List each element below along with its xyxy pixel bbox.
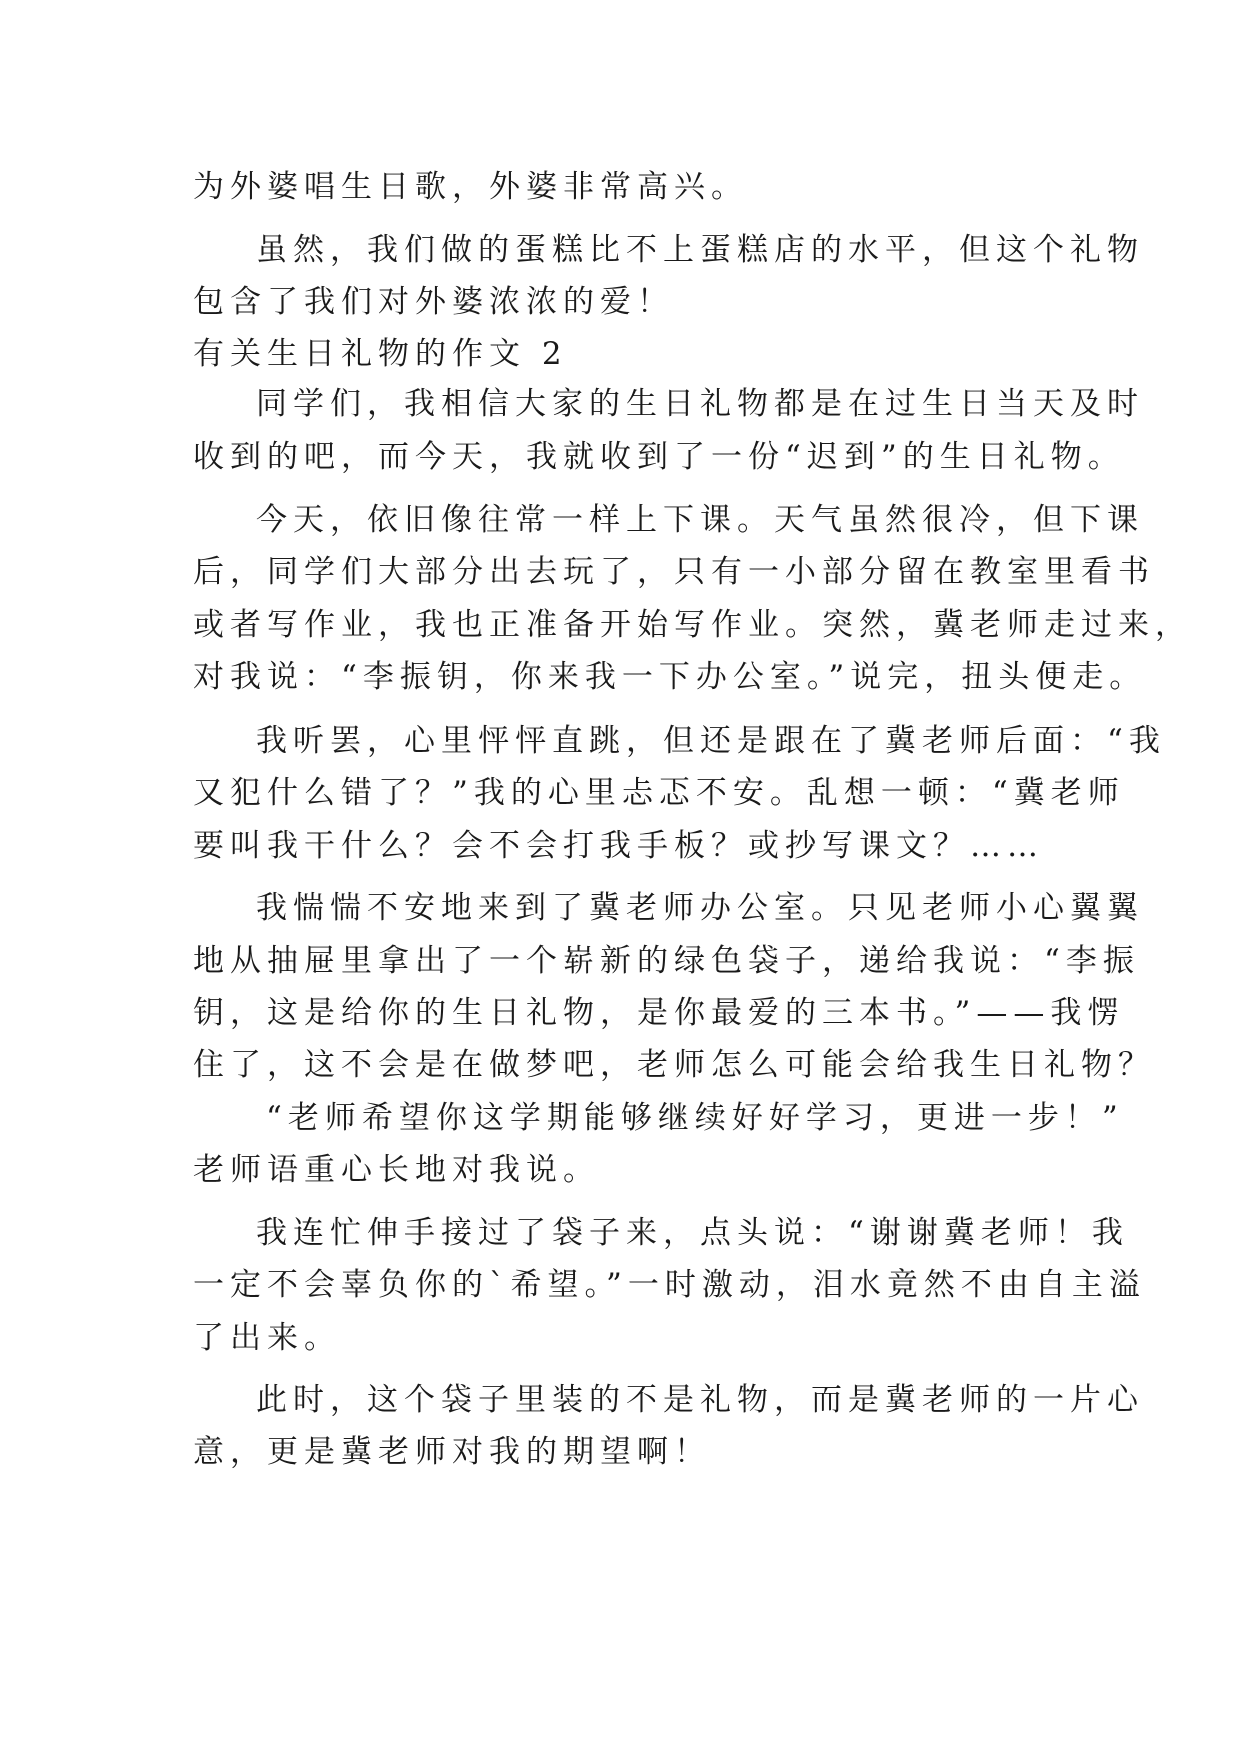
paragraph-first-line: 我听罢，心里怦怦直跳，但还是跟在了冀老师后面：“我 [256, 723, 1166, 759]
paragraph-first-line: “老师希望你这学期能够继续好好学习，更进一步！” [266, 1100, 1124, 1136]
text-line: 了出来。 [193, 1320, 341, 1356]
text-line: 住了，这不会是在做梦吧，老师怎么可能会给我生日礼物？ [193, 1047, 1155, 1083]
text-line: 钥，这是给你的生日礼物，是你最爱的三本书。”——我愣 [193, 995, 1125, 1031]
text-line: 意，更是冀老师对我的期望啊！ [193, 1434, 711, 1470]
section-heading: 有关生日礼物的作文 2 [193, 336, 568, 372]
text-line: 一定不会辜负你的`希望。”一时激动，泪水竟然不由自主溢 [193, 1267, 1146, 1303]
paragraph-first-line: 虽然，我们做的蛋糕比不上蛋糕店的水平，但这个礼物 [256, 232, 1144, 268]
paragraph-first-line: 今天，依旧像往常一样上下课。天气虽然很冷，但下课 [256, 502, 1144, 538]
text-line: 地从抽屉里拿出了一个崭新的绿色袋子，递给我说：“李振 [193, 943, 1140, 979]
text-line: 为外婆唱生日歌，外婆非常高兴。 [193, 169, 748, 205]
paragraph-first-line: 此时，这个袋子里装的不是礼物，而是冀老师的一片心 [256, 1382, 1144, 1418]
paragraph-first-line: 我惴惴不安地来到了冀老师办公室。只见老师小心翼翼 [256, 890, 1144, 926]
text-line: 又犯什么错了？”我的心里忐忑不安。乱想一顿：“冀老师 [193, 775, 1125, 811]
text-line: 包含了我们对外婆浓浓的爱！ [193, 284, 674, 320]
text-line: 或者写作业，我也正准备开始写作业。突然，冀老师走过来， [193, 607, 1192, 643]
text-line: 收到的吧，而今天，我就收到了一份“迟到”的生日礼物。 [193, 439, 1125, 475]
text-line: 对我说：“李振钥，你来我一下办公室。”说完，扭头便走。 [193, 659, 1147, 695]
text-line: 后，同学们大部分出去玩了，只有一小部分留在教室里看书 [193, 554, 1155, 590]
paragraph-first-line: 同学们，我相信大家的生日礼物都是在过生日当天及时 [256, 386, 1144, 422]
text-line: 要叫我干什么？会不会打我手板？或抄写课文？…… [193, 828, 1044, 864]
paragraph-first-line: 我连忙伸手接过了袋子来，点头说：“谢谢冀老师！我 [256, 1215, 1129, 1251]
text-line: 老师语重心长地对我说。 [193, 1152, 600, 1188]
